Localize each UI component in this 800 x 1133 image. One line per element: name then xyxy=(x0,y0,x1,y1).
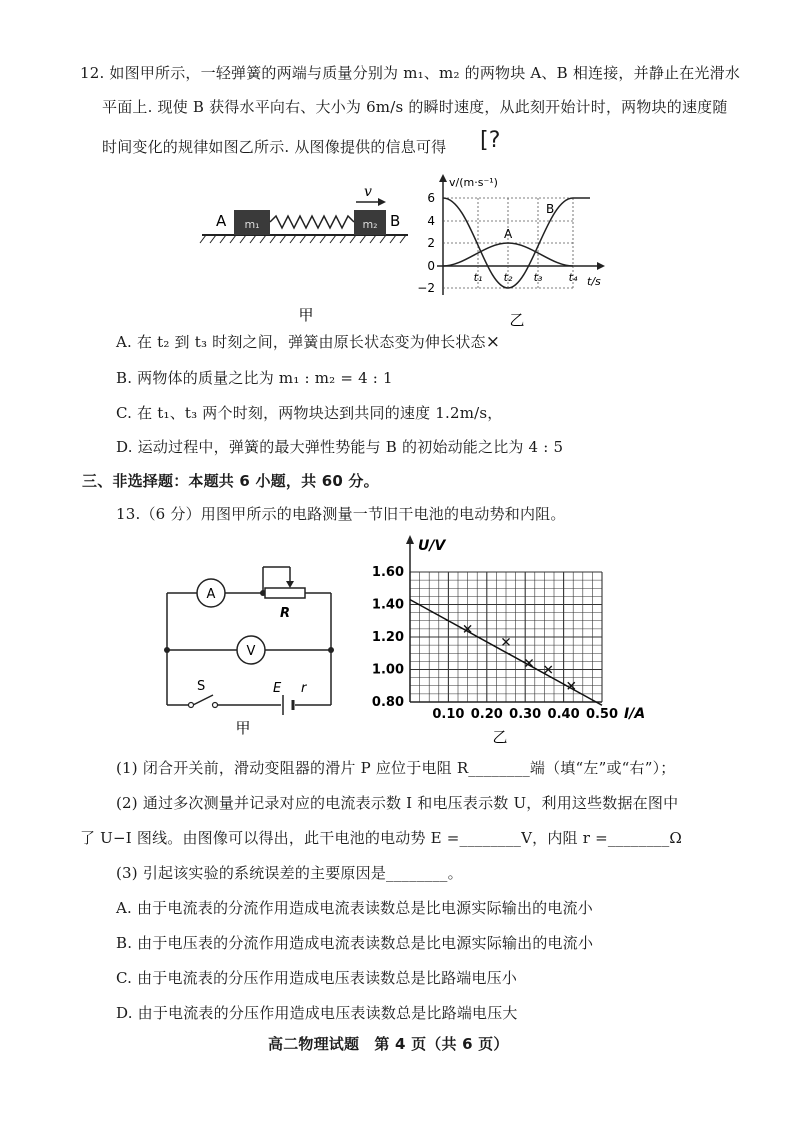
handwritten-mark: [? xyxy=(480,128,501,153)
q12-option-a-mark: × xyxy=(485,332,501,352)
chart-ytick: 0.80 xyxy=(371,695,404,710)
caption-yi: 乙 xyxy=(509,311,525,329)
q12-option-a xyxy=(116,331,500,352)
chart-ytick: 1.00 xyxy=(371,662,404,678)
q12-option-a-text: A. 在 t₂ 到 t₃ 时刻之间，弹簧由原长状态变为伸长状态 xyxy=(116,333,486,351)
q12-option-b: B. 两物体的质量之比为 m₁ : m₂ = 4 : 1 xyxy=(116,369,393,387)
q12-option-d: D. 运动过程中，弹簧的最大弹性势能与 B 的初始动能之比为 4 : 5 xyxy=(116,438,564,456)
q13-sub2-line2: 了 U−I 图线。由图像可以得出，此干电池的电动势 E =________V，内阻 r =________Ω xyxy=(80,829,683,847)
q13-option-c: C. 由于电流表的分压作用造成电压表读数总是比路端电压小 xyxy=(116,969,518,987)
ytick-2: 2 xyxy=(427,236,435,250)
rheostat-label: R xyxy=(279,606,291,621)
caption-circuit: 甲 xyxy=(235,719,251,735)
velocity-label: v xyxy=(364,184,372,200)
ytick-neg2: −2 xyxy=(417,281,435,295)
ttick-2: t₂ xyxy=(503,271,513,284)
curve-b-label: B xyxy=(546,202,555,216)
q13-sub3: (3) 引起该实验的系统误差的主要原因是________。 xyxy=(116,864,463,882)
q13-option-b: B. 由于电压表的分流作用造成电流表读数总是比电源实际输出的电流小 xyxy=(116,934,594,952)
caption-jia: 甲 xyxy=(298,306,314,324)
q12-stem-line1: 12. 如图甲所示，一轻弹簧的两端与质量分别为 m₁、m₂ 的两物块 A、B 相连接，并静止在光滑水 xyxy=(80,64,741,82)
curve-a-label: A xyxy=(504,227,513,241)
section-heading: 三、非选择题：本题共 6 小题，共 60 分。 xyxy=(82,472,379,490)
chart-xtick: 0.40 xyxy=(547,707,580,722)
label-b: B xyxy=(390,212,401,230)
block-a-mass: m₁ xyxy=(244,218,260,231)
figure-ui-graph xyxy=(340,530,670,750)
chart-xlabel: I/A xyxy=(624,706,646,722)
ytick-4: 4 xyxy=(427,214,435,228)
chart-ylabel: U/V xyxy=(418,538,446,554)
ttick-4: t₄ xyxy=(568,271,578,284)
chart-caption: 乙 xyxy=(492,728,508,746)
q12-stem-line2: 平面上. 现使 B 获得水平向右、大小为 6m/s 的瞬时速度，从此刻开始计时，两物块的速度随 xyxy=(102,98,728,116)
ammeter-label: A xyxy=(206,587,216,602)
ttick-1: t₁ xyxy=(473,271,483,284)
q13-option-a: A. 由于电流表的分流作用造成电流表读数总是比电源实际输出的电流小 xyxy=(116,899,593,917)
q13-option-d: D. 由于电流表的分压作用造成电压表读数总是比路端电压大 xyxy=(116,1004,518,1022)
page-footer: 高二物理试题 第 4 页（共 6 页） xyxy=(268,1035,509,1053)
internal-r-label: r xyxy=(301,681,307,696)
figure-spring-blocks xyxy=(190,180,420,330)
ylabel: v/(m·s⁻¹) xyxy=(449,176,498,189)
label-a: A xyxy=(216,212,227,230)
ttick-3: t₃ xyxy=(533,271,543,284)
chart-xtick: 0.20 xyxy=(470,707,503,722)
q12-option-c: C. 在 t₁、t₃ 两个时刻，两物块达到共同的速度 1.2m/s， xyxy=(116,404,503,422)
xlabel: t/s xyxy=(587,275,601,288)
ytick-6: 6 xyxy=(427,191,435,205)
chart-ytick: 1.40 xyxy=(371,597,404,613)
rheostat xyxy=(265,588,305,598)
figure-velocity-time xyxy=(415,170,615,330)
q13-stem: 13.（6 分）用图甲所示的电路测量一节旧干电池的电动势和内阻。 xyxy=(116,505,566,523)
ytick-0: 0 xyxy=(427,259,435,273)
chart-xtick: 0.30 xyxy=(509,707,542,722)
voltmeter-label: V xyxy=(246,644,256,659)
chart-xtick: 0.50 xyxy=(585,707,619,722)
switch-label: S xyxy=(197,679,206,694)
emf-label: E xyxy=(273,681,282,696)
chart-ytick: 1.20 xyxy=(371,630,404,645)
spring xyxy=(270,216,354,228)
block-b-mass: m₂ xyxy=(362,218,378,231)
q12-stem-line3: 时间变化的规律如图乙所示. 从图像提供的信息可得 xyxy=(102,138,447,156)
figure-circuit xyxy=(155,555,345,735)
q13-sub1: (1) 闭合开关前，滑动变阻器的滑片 P 应位于电阻 R________端（填“左”或“右”）； xyxy=(116,759,676,777)
chart-ytick: 1.60 xyxy=(371,565,404,580)
q13-sub2-line1: (2) 通过多次测量并记录对应的电流表示数 I 和电压表示数 U，利用这些数据在图中 xyxy=(116,794,679,812)
chart-xtick: 0.10 xyxy=(432,707,465,722)
